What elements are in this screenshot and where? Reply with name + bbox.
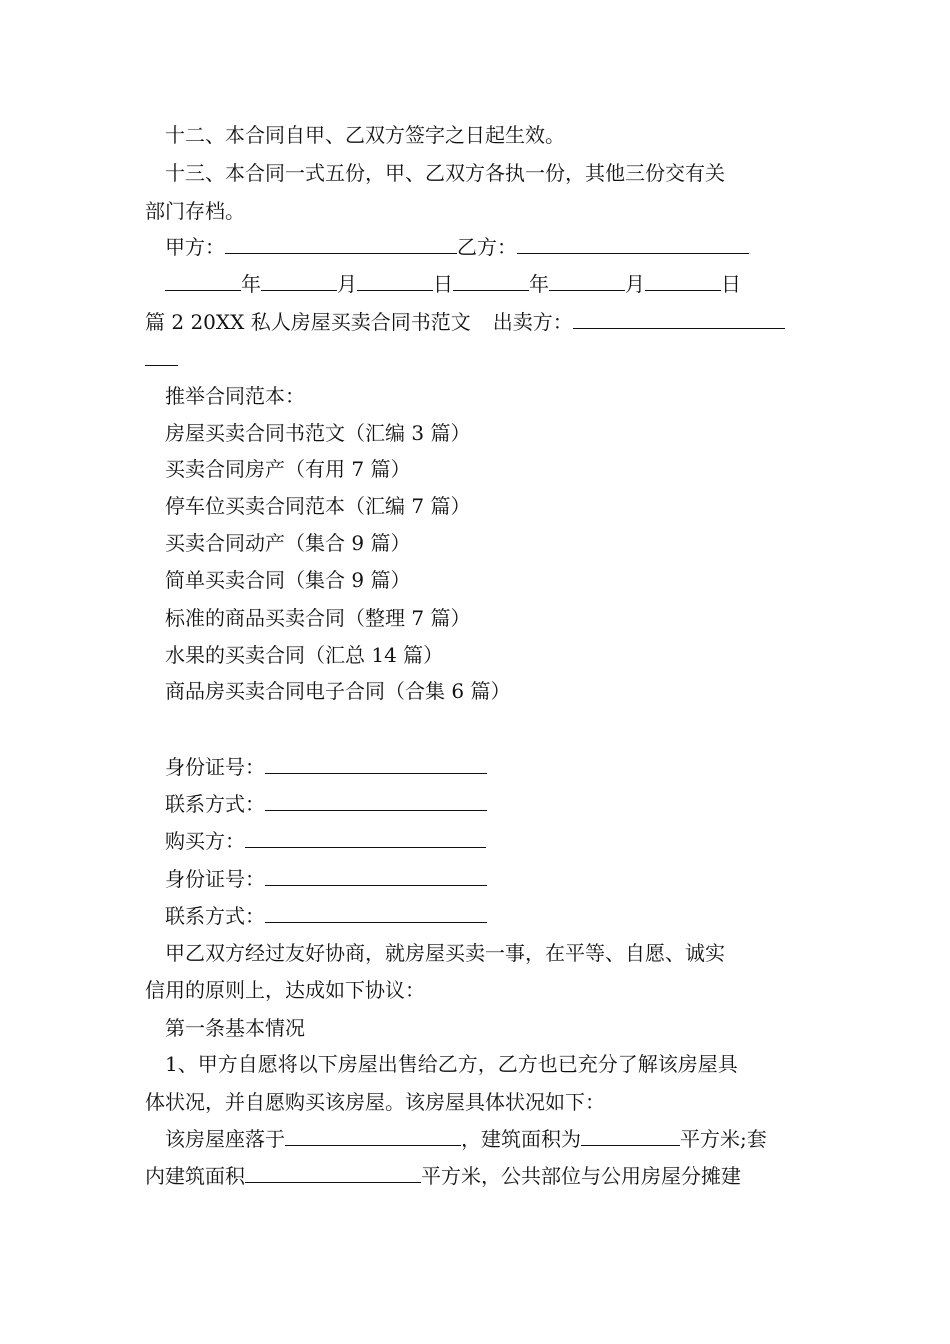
date-row [145,266,830,303]
intro-line1: 甲乙双方经过友好协商，就房屋买卖一事，在平等、自愿、诚实 [165,941,725,965]
clause-13-line2: 部门存档。 [145,199,245,223]
recommend-item[interactable]: 水果的买卖合同（汇总 14 篇） [165,643,444,667]
area-blank[interactable] [581,1121,680,1146]
location-blank[interactable] [285,1121,461,1146]
area-unit: 平方米;套 [680,1127,767,1151]
month-blank-2[interactable] [549,266,625,291]
buyer-label: 购买方： [165,829,245,853]
seller-id-label: 身份证号： [165,755,265,779]
day-blank[interactable] [357,266,433,291]
seller-contact-row [145,786,830,823]
seller-contact-blank[interactable] [265,786,487,811]
article2-title-row [145,304,810,341]
buyer-row [145,823,830,860]
buyer-id-blank[interactable] [265,861,487,886]
recommend-item[interactable]: 买卖合同动产（集合 9 篇） [165,531,411,555]
inner-area-label: 内建筑面积 [145,1164,245,1188]
year-label-2: 年 [529,272,549,296]
seller-blank-overflow-row [145,341,810,378]
seller-id-row [145,749,830,786]
day-blank-2[interactable] [645,266,721,291]
article1-title: 第一条基本情况 [165,1016,305,1040]
recommend-heading: 推举合同范本： [165,384,305,408]
clause-13-line1: 十三、本合同一式五份，甲、乙双方各执一份，其他三份交有关 [165,161,725,185]
party-a-label: 甲方： [165,235,225,259]
year-blank[interactable] [165,266,241,291]
day-label-2: 日 [721,272,741,296]
seller-contact-label: 联系方式： [165,792,265,816]
recommend-item[interactable]: 标准的商品买卖合同（整理 7 篇） [165,606,471,630]
area-label: ，建筑面积为 [461,1127,581,1151]
location-row [145,1121,830,1158]
year-label: 年 [241,272,261,296]
party-a-blank[interactable] [225,229,457,254]
year-blank-2[interactable] [453,266,529,291]
party-b-blank[interactable] [517,229,749,254]
month-label-2: 月 [625,272,645,296]
recommend-item[interactable]: 房屋买卖合同书范文（汇编 3 篇） [165,421,471,445]
buyer-blank[interactable] [245,823,486,848]
inner-area-blank[interactable] [245,1158,421,1183]
recommend-item[interactable]: 买卖合同房产（有用 7 篇） [165,457,411,481]
month-blank[interactable] [261,266,337,291]
seller-blank[interactable] [573,304,785,329]
article2-title: 篇 2 20XX 私人房屋买卖合同书范文 [145,310,471,334]
public-share-text: 平方米，公共部位与公用房屋分摊建 [421,1164,741,1188]
month-label: 月 [337,272,357,296]
buyer-contact-blank[interactable] [265,898,487,923]
buyer-contact-label: 联系方式： [165,904,265,928]
clause-12: 十二、本合同自甲、乙双方签字之日起生效。 [165,123,565,147]
recommend-item[interactable]: 简单买卖合同（集合 9 篇） [165,568,411,592]
inner-area-row [145,1158,810,1195]
buyer-contact-row [145,898,830,935]
location-prefix: 该房屋座落于 [165,1127,285,1151]
buyer-id-row [145,861,830,898]
recommend-item[interactable]: 停车位买卖合同范本（汇编 7 篇） [165,494,471,518]
seller-blank-continued[interactable] [145,341,178,366]
seller-label: 出卖方： [492,310,573,334]
buyer-id-label: 身份证号： [165,867,265,891]
item1-line1: 1、甲方自愿将以下房屋出售给乙方，乙方也已充分了解该房屋具 [165,1052,738,1076]
seller-id-blank[interactable] [265,749,487,774]
day-label: 日 [433,272,453,296]
recommend-item[interactable]: 商品房买卖合同电子合同（合集 6 篇） [165,679,511,703]
party-b-label: 乙方： [457,235,517,259]
item1-line2: 体状况，并自愿购买该房屋。该房屋具体状况如下： [145,1090,605,1114]
signature-row [145,229,830,266]
intro-line2: 信用的原则上，达成如下协议： [145,978,425,1002]
